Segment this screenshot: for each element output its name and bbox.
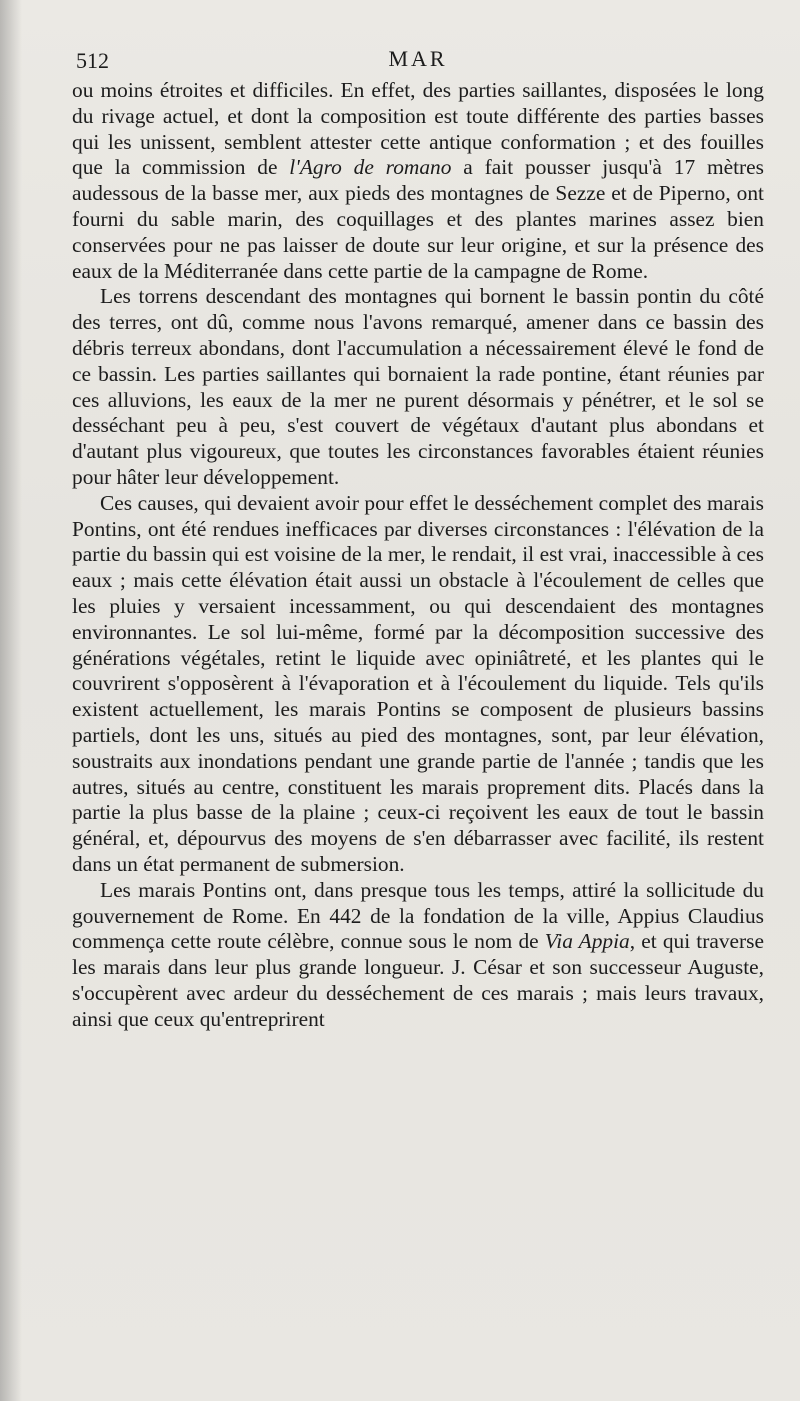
paragraph-3-text: Ces causes, qui devaient avoir pour effet le desséchement complet des marais Pontins, ont été rendues inefficaces par diverses circonstances : l'élévation de la partie du bassin qui est voisine de la mer, le rendait, il est vrai, inaccessible à ces eaux ; mais cette élévation était aussi un obstacle à l'écoulement de celles que les pluies y versaient incessamment, ou qui descendaient des montagnes environnantes. Le sol lui-même, formé par la décomposition successive des générations végétales, retint le liquide avec opiniâtreté, et les plantes qui le couvrirent s'opposèrent à l'évaporation et à l'écoulement du liquide. Tels qu'ils existent actuellement, les marais Pontins se composent de plusieurs bassins partiels, dont les uns, situés au pied des montagnes, sont, par leur élévation, soustraits aux inondations pendant une grande partie de l'année ; tandis que les autres, situés au centre, constituent les marais proprement dits. Placés dans la partie la plus basse de la plaine ; ceux-ci reçoivent les eaux de tout le bassin général, et, dépourvus des moyens de s'en débarrasser avec facilité, ils restent dans un état permanent de submersion. bbox=[72, 490, 764, 876]
paragraph-2-text: Les torrens descendant des montagnes qui bornent le bassin pontin du côté des terres, ont dû, comme nous l'avons remarqué, amener dans ce bassin des débris terreux abondans, dont l'accumulation a nécessairement élevé le fond de ce bassin. Les parties saillantes qui bornaient la rade pontine, étant réunies par ces alluvions, les eaux de la mer ne purent désormais y pénétrer, et le sol se desséchant peu à peu, s'est couvert de végétaux d'autant plus abondans et d'autant plus vigoureux, que toutes les circonstances favorables étaient réunies pour hâter leur développement. bbox=[72, 284, 764, 489]
paragraph-1-text-b: a fait pousser jusqu'à 17 mètres audessous de la basse mer, aux pieds des montagnes de Sezze et de Piperno, ont fourni du sable marin, des coquillages et des plantes marines assez bien conservées pour ne pas laisser de doute sur leur origine, et sur la présence des eaux de la Méditerranée dans cette partie de la campagne de Rome. bbox=[72, 155, 764, 283]
paragraph-4-text-b: , et qui traverse les marais dans leur plus grande longueur. J. César et son successeur Auguste, s'occupèrent avec ardeur du desséchement de ces marais ; mais leurs travaux, ainsi que ceux qu'entreprirent bbox=[72, 929, 764, 1031]
page-header bbox=[72, 40, 764, 74]
paragraph-4-text-a: Les marais Pontins ont, dans presque tous les temps, attiré la sollicitude du gouvernement de Rome. En 442 de la fondation de la ville, Appius Claudius commença cette route célèbre, connue sous le nom de bbox=[72, 877, 764, 954]
paragraph-1 bbox=[72, 78, 764, 284]
paragraph-4 bbox=[72, 878, 764, 1033]
page-edge-shadow bbox=[0, 0, 22, 1401]
paragraph-1-italic-agro: l'Agro de romano bbox=[289, 155, 452, 180]
running-head: MAR bbox=[388, 46, 448, 71]
paragraph-2 bbox=[72, 284, 764, 490]
paragraph-3 bbox=[72, 491, 764, 878]
paragraph-1-text-a: ou moins étroites et difficiles. En effet, des parties saillantes, disposées le long du rivage actuel, et dont la composition est toute différente des parties basses qui les unissent, semblent attester cette antique conformation ; et des fouilles que la commission de bbox=[72, 78, 764, 180]
page-number: 512 bbox=[76, 48, 109, 73]
paragraph-4-italic-via-appia: Via Appia bbox=[544, 929, 630, 954]
body-text bbox=[72, 78, 764, 1032]
